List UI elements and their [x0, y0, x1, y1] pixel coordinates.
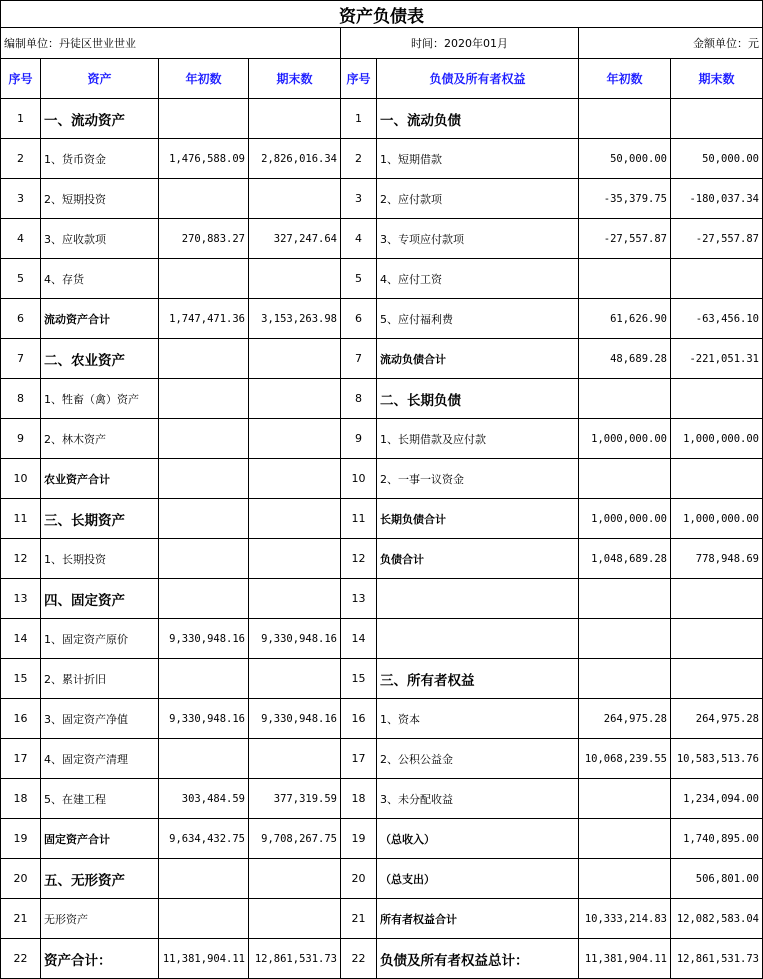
table-row [1, 379, 763, 419]
asset-item: 3、固定资产净值 [41, 699, 159, 739]
asset-item: 固定资产合计 [41, 819, 159, 859]
liability-end-value: 1,740,895.00 [671, 819, 763, 859]
asset-end-value [249, 579, 341, 619]
asset-begin-value [159, 379, 249, 419]
asset-end-value: 3,153,263.98 [249, 299, 341, 339]
liability-end-value: 1,000,000.00 [671, 419, 763, 459]
liability-item: 流动负债合计 [377, 339, 579, 379]
liability-item: 一、流动负债 [377, 99, 579, 139]
table-row [1, 539, 763, 579]
asset-end-value [249, 179, 341, 219]
asset-end-value [249, 259, 341, 299]
liability-item: 负债及所有者权益总计： [377, 939, 579, 979]
row-number-2: 12 [341, 539, 377, 579]
row-number: 8 [1, 379, 41, 419]
row-number-2: 11 [341, 499, 377, 539]
row-number-2: 19 [341, 819, 377, 859]
liability-item: 2、应付款项 [377, 179, 579, 219]
liability-end-value: 1,000,000.00 [671, 499, 763, 539]
liability-begin-value [579, 779, 671, 819]
row-number-2: 5 [341, 259, 377, 299]
row-number-2: 7 [341, 339, 377, 379]
asset-begin-value: 1,747,471.36 [159, 299, 249, 339]
header-end: 期末数 [249, 59, 341, 99]
row-number: 3 [1, 179, 41, 219]
row-number-2: 20 [341, 859, 377, 899]
liability-begin-value [579, 819, 671, 859]
currency-unit: 金额单位：元 [579, 28, 763, 59]
asset-item: 一、流动资产 [41, 99, 159, 139]
liability-begin-value: 264,975.28 [579, 699, 671, 739]
liability-item: 1、资本 [377, 699, 579, 739]
liability-end-value [671, 659, 763, 699]
liability-item: 所有者权益合计 [377, 899, 579, 939]
asset-item: 1、货币资金 [41, 139, 159, 179]
liability-begin-value: 1,000,000.00 [579, 419, 671, 459]
table-row [1, 859, 763, 899]
asset-end-value [249, 379, 341, 419]
liability-end-value: 264,975.28 [671, 699, 763, 739]
asset-item: 1、长期投资 [41, 539, 159, 579]
asset-begin-value [159, 499, 249, 539]
table-row [1, 259, 763, 299]
asset-item: 4、存货 [41, 259, 159, 299]
asset-item: 2、短期投资 [41, 179, 159, 219]
liability-begin-value: 10,333,214.83 [579, 899, 671, 939]
liability-begin-value: 61,626.90 [579, 299, 671, 339]
asset-begin-value [159, 739, 249, 779]
sheet-title: 资产负债表 [1, 1, 763, 28]
asset-begin-value [159, 579, 249, 619]
asset-begin-value [159, 459, 249, 499]
liability-item: 1、短期借款 [377, 139, 579, 179]
asset-begin-value [159, 539, 249, 579]
row-number-2: 3 [341, 179, 377, 219]
row-number-2: 1 [341, 99, 377, 139]
asset-end-value [249, 499, 341, 539]
liability-item: 负债合计 [377, 539, 579, 579]
asset-item: 2、累计折旧 [41, 659, 159, 699]
liability-begin-value: 1,000,000.00 [579, 499, 671, 539]
table-row [1, 459, 763, 499]
asset-begin-value: 270,883.27 [159, 219, 249, 259]
row-number: 19 [1, 819, 41, 859]
row-number: 9 [1, 419, 41, 459]
asset-end-value: 9,330,948.16 [249, 699, 341, 739]
asset-begin-value [159, 419, 249, 459]
asset-item: 流动资产合计 [41, 299, 159, 339]
table-row [1, 779, 763, 819]
asset-end-value [249, 859, 341, 899]
liability-item: 2、一事一议资金 [377, 459, 579, 499]
liability-end-value: 778,948.69 [671, 539, 763, 579]
table-row [1, 499, 763, 539]
asset-begin-value [159, 259, 249, 299]
liability-item: 1、长期借款及应付款 [377, 419, 579, 459]
row-number: 18 [1, 779, 41, 819]
table-row [1, 739, 763, 779]
asset-item: 2、林木资产 [41, 419, 159, 459]
liability-begin-value: 11,381,904.11 [579, 939, 671, 979]
liability-begin-value: 48,689.28 [579, 339, 671, 379]
report-time: 时间：2020年01月 [341, 28, 579, 59]
header-begin: 年初数 [159, 59, 249, 99]
liability-begin-value [579, 659, 671, 699]
liability-begin-value: -27,557.87 [579, 219, 671, 259]
asset-end-value [249, 659, 341, 699]
liability-begin-value [579, 619, 671, 659]
row-number-2: 2 [341, 139, 377, 179]
table-row [1, 339, 763, 379]
asset-end-value [249, 539, 341, 579]
header-end-2: 期末数 [671, 59, 763, 99]
asset-begin-value [159, 339, 249, 379]
asset-begin-value: 9,634,432.75 [159, 819, 249, 859]
liability-begin-value [579, 379, 671, 419]
row-number-2: 21 [341, 899, 377, 939]
liability-end-value: -180,037.34 [671, 179, 763, 219]
liability-end-value: 1,234,094.00 [671, 779, 763, 819]
asset-end-value: 9,330,948.16 [249, 619, 341, 659]
row-number: 13 [1, 579, 41, 619]
asset-begin-value: 11,381,904.11 [159, 939, 249, 979]
table-row [1, 939, 763, 979]
liability-end-value [671, 99, 763, 139]
row-number: 16 [1, 699, 41, 739]
liability-end-value: 10,583,513.76 [671, 739, 763, 779]
liability-item: 3、专项应付款项 [377, 219, 579, 259]
asset-item: 1、固定资产原价 [41, 619, 159, 659]
table-row [1, 819, 763, 859]
asset-end-value: 9,708,267.75 [249, 819, 341, 859]
row-number-2: 9 [341, 419, 377, 459]
row-number: 15 [1, 659, 41, 699]
liability-begin-value [579, 99, 671, 139]
liability-item [377, 619, 579, 659]
row-number: 4 [1, 219, 41, 259]
table-row [1, 579, 763, 619]
liability-end-value [671, 459, 763, 499]
asset-item: 资产合计： [41, 939, 159, 979]
table-row [1, 219, 763, 259]
table-row [1, 99, 763, 139]
header-no-2: 序号 [341, 59, 377, 99]
asset-item: 1、牲畜（禽）资产 [41, 379, 159, 419]
asset-end-value [249, 419, 341, 459]
liability-item: 长期负债合计 [377, 499, 579, 539]
table-row [1, 419, 763, 459]
asset-end-value [249, 459, 341, 499]
asset-begin-value: 303,484.59 [159, 779, 249, 819]
header-no: 序号 [1, 59, 41, 99]
liability-end-value: -63,456.10 [671, 299, 763, 339]
liability-end-value: 50,000.00 [671, 139, 763, 179]
liability-item: 二、长期负债 [377, 379, 579, 419]
row-number-2: 18 [341, 779, 377, 819]
asset-item: 3、应收款项 [41, 219, 159, 259]
asset-end-value: 327,247.64 [249, 219, 341, 259]
liability-item: 5、应付福利费 [377, 299, 579, 339]
asset-begin-value: 9,330,948.16 [159, 619, 249, 659]
liability-end-value [671, 379, 763, 419]
table-row [1, 139, 763, 179]
row-number-2: 8 [341, 379, 377, 419]
row-number-2: 4 [341, 219, 377, 259]
asset-begin-value: 9,330,948.16 [159, 699, 249, 739]
asset-item: 五、无形资产 [41, 859, 159, 899]
liability-begin-value [579, 259, 671, 299]
liability-end-value: 12,082,583.04 [671, 899, 763, 939]
asset-item: 农业资产合计 [41, 459, 159, 499]
header-begin-2: 年初数 [579, 59, 671, 99]
row-number-2: 13 [341, 579, 377, 619]
row-number: 1 [1, 99, 41, 139]
row-number-2: 10 [341, 459, 377, 499]
row-number: 7 [1, 339, 41, 379]
asset-begin-value [159, 99, 249, 139]
liability-end-value [671, 259, 763, 299]
row-number: 2 [1, 139, 41, 179]
row-number: 22 [1, 939, 41, 979]
liability-item: 三、所有者权益 [377, 659, 579, 699]
row-number-2: 15 [341, 659, 377, 699]
table-row [1, 179, 763, 219]
liability-item: 3、未分配收益 [377, 779, 579, 819]
row-number: 12 [1, 539, 41, 579]
asset-end-value: 12,861,531.73 [249, 939, 341, 979]
row-number: 14 [1, 619, 41, 659]
asset-item: 无形资产 [41, 899, 159, 939]
row-number-2: 6 [341, 299, 377, 339]
liability-item: （总支出） [377, 859, 579, 899]
table-row [1, 619, 763, 659]
header-asset: 资产 [41, 59, 159, 99]
liability-end-value [671, 579, 763, 619]
asset-end-value [249, 739, 341, 779]
liability-item [377, 579, 579, 619]
asset-item: 4、固定资产清理 [41, 739, 159, 779]
liability-begin-value [579, 579, 671, 619]
asset-item: 三、长期资产 [41, 499, 159, 539]
liability-begin-value [579, 459, 671, 499]
table-row [1, 699, 763, 739]
row-number: 11 [1, 499, 41, 539]
row-number: 6 [1, 299, 41, 339]
row-number-2: 17 [341, 739, 377, 779]
liability-begin-value: -35,379.75 [579, 179, 671, 219]
asset-end-value [249, 339, 341, 379]
liability-end-value: 12,861,531.73 [671, 939, 763, 979]
liability-end-value: 506,801.00 [671, 859, 763, 899]
row-number: 21 [1, 899, 41, 939]
asset-end-value: 377,319.59 [249, 779, 341, 819]
table-row [1, 299, 763, 339]
table-row [1, 659, 763, 699]
asset-item: 5、在建工程 [41, 779, 159, 819]
row-number: 5 [1, 259, 41, 299]
liability-begin-value: 1,048,689.28 [579, 539, 671, 579]
liability-begin-value [579, 859, 671, 899]
asset-end-value [249, 899, 341, 939]
asset-begin-value [159, 859, 249, 899]
row-number: 10 [1, 459, 41, 499]
row-number: 17 [1, 739, 41, 779]
asset-begin-value [159, 659, 249, 699]
table-row [1, 899, 763, 939]
liability-begin-value: 50,000.00 [579, 139, 671, 179]
liability-end-value [671, 619, 763, 659]
asset-end-value [249, 99, 341, 139]
liability-item: （总收入） [377, 819, 579, 859]
row-number-2: 22 [341, 939, 377, 979]
asset-item: 四、固定资产 [41, 579, 159, 619]
liability-begin-value: 10,068,239.55 [579, 739, 671, 779]
liability-item: 4、应付工资 [377, 259, 579, 299]
row-number-2: 14 [341, 619, 377, 659]
asset-begin-value: 1,476,588.09 [159, 139, 249, 179]
asset-item: 二、农业资产 [41, 339, 159, 379]
compiling-unit: 编制单位：丹徒区世业世业 [1, 28, 341, 59]
liability-end-value: -27,557.87 [671, 219, 763, 259]
asset-begin-value [159, 899, 249, 939]
row-number: 20 [1, 859, 41, 899]
header-liability: 负债及所有者权益 [377, 59, 579, 99]
asset-end-value: 2,826,016.34 [249, 139, 341, 179]
liability-item: 2、公积公益金 [377, 739, 579, 779]
row-number-2: 16 [341, 699, 377, 739]
liability-end-value: -221,051.31 [671, 339, 763, 379]
asset-begin-value [159, 179, 249, 219]
